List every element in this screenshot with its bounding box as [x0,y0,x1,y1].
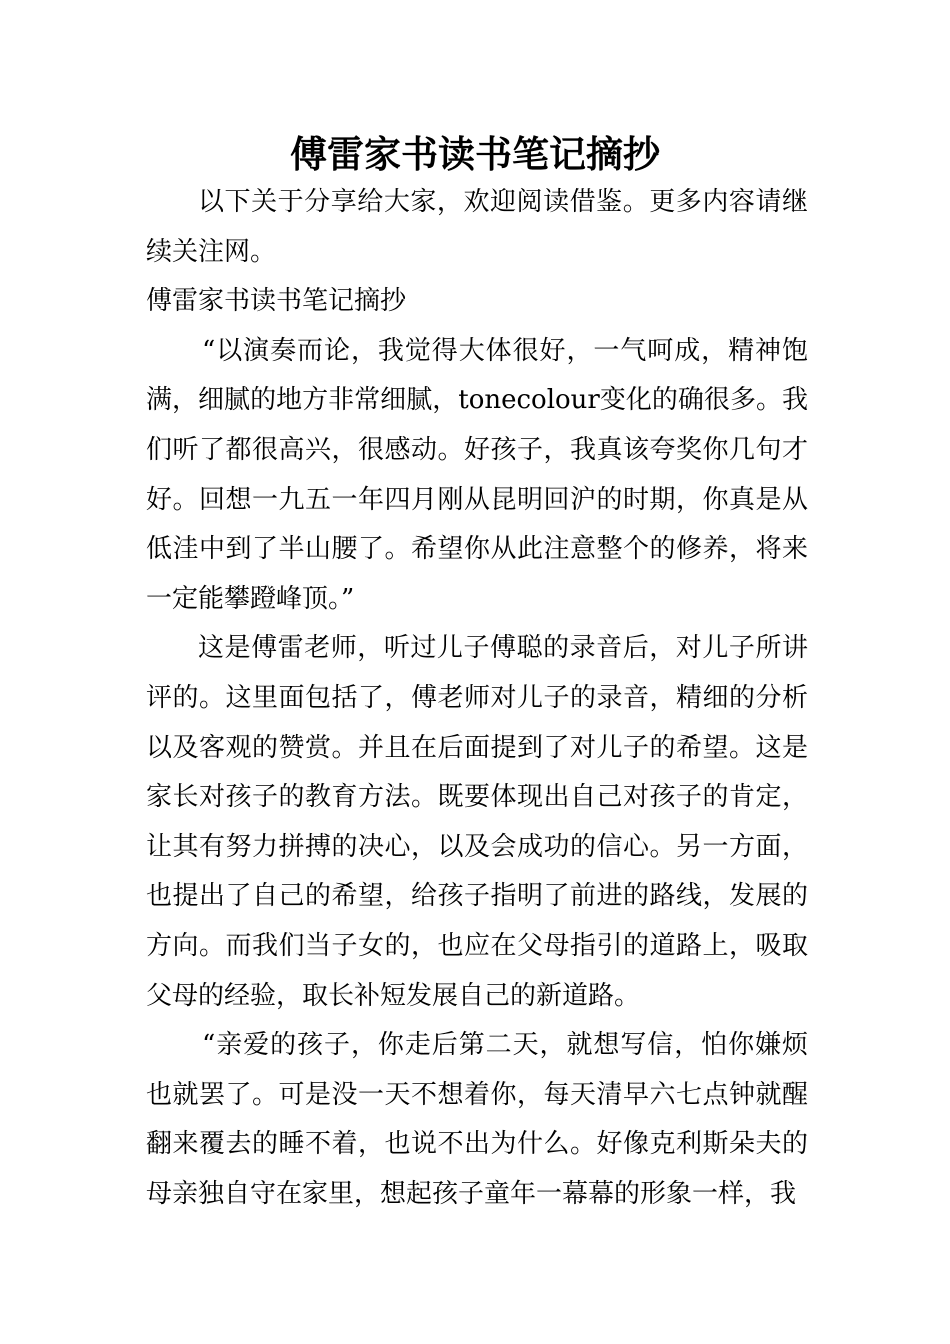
document-body [146,178,808,1219]
quote-paragraph-2: “亲爱的孩子，你走后第二天，就想写信，怕你嫌烦也就罢了。可是没一天不想着你，每天清早六七点钟就醒翻来覆去的睡不着，也说不出为什么。好像克利斯朵夫的母亲独自守在家里，想起孩子童年一幕幕的形象一样，我 [146,1030,808,1209]
quote-paragraph-1: “以演奏而论，我觉得大体很好，一气呵成，精神饱满，细腻的地方非常细腻，tonecolour变化的确很多。我们听了都很高兴，很感动。好孩子，我真该夸奖你几句才好。回想一九五一年四月刚从昆明回沪的时期，你真是从低洼中到了半山腰了。希望你从此注意整个的修养，将来一定能攀蹬峰顶。” [146,335,808,614]
intro-paragraph: 以下关于分享给大家，欢迎阅读借鉴。更多内容请继续关注网。 [146,187,808,267]
document-title: 傅雷家书读书笔记摘抄 [290,132,660,176]
section-heading: 傅雷家书读书笔记摘抄 [146,286,407,317]
commentary-paragraph: 这是傅雷老师，听过儿子傅聪的录音后，对儿子所讲评的。这里面包括了，傅老师对儿子的录音，精细的分析以及客观的赞赏。并且在后面提到了对儿子的希望。这是家长对孩子的教育方法。既要体现出自己对孩子的肯定，让其有努力拼搏的决心，以及会成功的信心。另一方面，也提出了自己的希望，给孩子指明了前进的路线，发展的方向。而我们当子女的，也应在父母指引的道路上，吸取父母的经验，取长补短发展自己的新道路。 [146,633,808,1011]
